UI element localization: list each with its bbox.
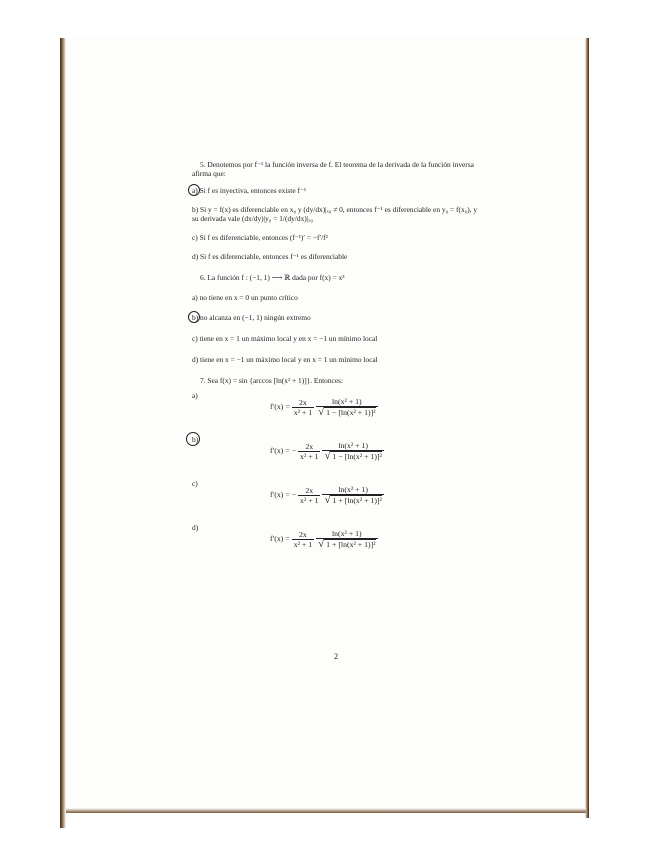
- paper-left-edge-shadow: [60, 38, 66, 828]
- question-7-option-c: c) f′(x) = − $\frac{2x}{\text{x² + 1}}$ $\frac{\text{ln(x² + 1)}}{\text{√ 1 + [ln(x² + 1)]²}}$: [192, 479, 382, 506]
- question-6-option-a: a) no tiene en x = 0 un punto crítico: [192, 293, 298, 302]
- question-7-option-b: b) f′(x) = − $\frac{2x}{\text{x² + 1}}$ $\frac{\text{ln(x² + 1)}}{\text{√ 1 − [ln(x² + 1)]²}}$: [192, 435, 482, 479]
- question-6-option-b: b) no alcanza en (−1, 1) ningún extremo: [192, 313, 482, 322]
- paper-bottom-edge-shadow: [66, 808, 586, 813]
- exam-content: [192, 160, 482, 567]
- question-6-option-c: c) tiene en x = 1 un máximo local y en x = −1 un mínimo local: [192, 334, 378, 343]
- question-5-stem: 5. Denotemos por f⁻¹ la función inversa de f. El teorema de la derivada de la función inversa afirma que:: [192, 160, 474, 178]
- answer-circle-mark: [188, 311, 200, 323]
- formula-a: f′(x) = $\frac{2x}{\text{x² + 1}}$ $\frac{\text{ln(x² + 1)}}{\text{√ 1 − [ln(x² + 1)]²}}$: [270, 397, 376, 418]
- formula-b: f′(x) = − $\frac{2x}{\text{x² + 1}}$ $\frac{\text{ln(x² + 1)}}{\text{√ 1 − [ln(x² + 1)]²}}$: [270, 441, 382, 462]
- answer-circle-mark: [186, 432, 200, 446]
- question-7-option-a: a) f′(x) = $\frac{2x}{\text{x² + 1}}$ $\frac{\text{ln(x² + 1)}}{\text{√ 1 − [ln(x² + 1)]²}}$: [192, 391, 376, 418]
- answer-circle-mark: [188, 184, 200, 196]
- question-5-option-a: a) Si f es inyectiva, entonces existe f⁻¹: [192, 186, 482, 195]
- formula-d: f′(x) = $\frac{2x}{\text{x² + 1}}$ $\frac{\text{ln(x² + 1)}}{\text{√ 1 + [ln(x² + 1)]²}}$: [270, 529, 376, 550]
- question-5-option-d: d) Si f es diferenciable, entonces f⁻¹ es diferenciable: [192, 252, 348, 261]
- question-6-option-d: d) tiene en x = −1 un máximo local y en x = 1 un mínimo local: [192, 355, 378, 364]
- question-5-option-c: c) Si f es diferenciable, entonces (f⁻¹)′ = −f′/f²: [192, 233, 328, 242]
- page-number: 2: [334, 652, 338, 661]
- question-5-option-b: b) Si y = f(x) es diferenciable en x₀ y (dy/dx)|ₓ₀ ≠ 0, entonces f⁻¹ es diferenciable en y₀ = f(x₀), y su derivada vale (dx/dy)|y₀ = 1/(dy/dx)|ₓ₀: [192, 205, 478, 223]
- question-7-option-d: d) f′(x) = $\frac{2x}{\text{x² + 1}}$ $\frac{\text{ln(x² + 1)}}{\text{√ 1 + [ln(x² + 1)]²}}$: [192, 523, 376, 550]
- question-7-stem: 7. Sea f(x) = sin {arccos [ln(x² + 1)]}. Entonces:: [200, 376, 344, 385]
- question-6-stem: 6. La función f : (−1, 1) ⟶ ℝ dada por f(x) = x³: [200, 273, 345, 282]
- formula-c: f′(x) = − $\frac{2x}{\text{x² + 1}}$ $\frac{\text{ln(x² + 1)}}{\text{√ 1 + [ln(x² + 1)]²}}$: [270, 485, 382, 506]
- paper-right-edge-shadow: [585, 38, 589, 818]
